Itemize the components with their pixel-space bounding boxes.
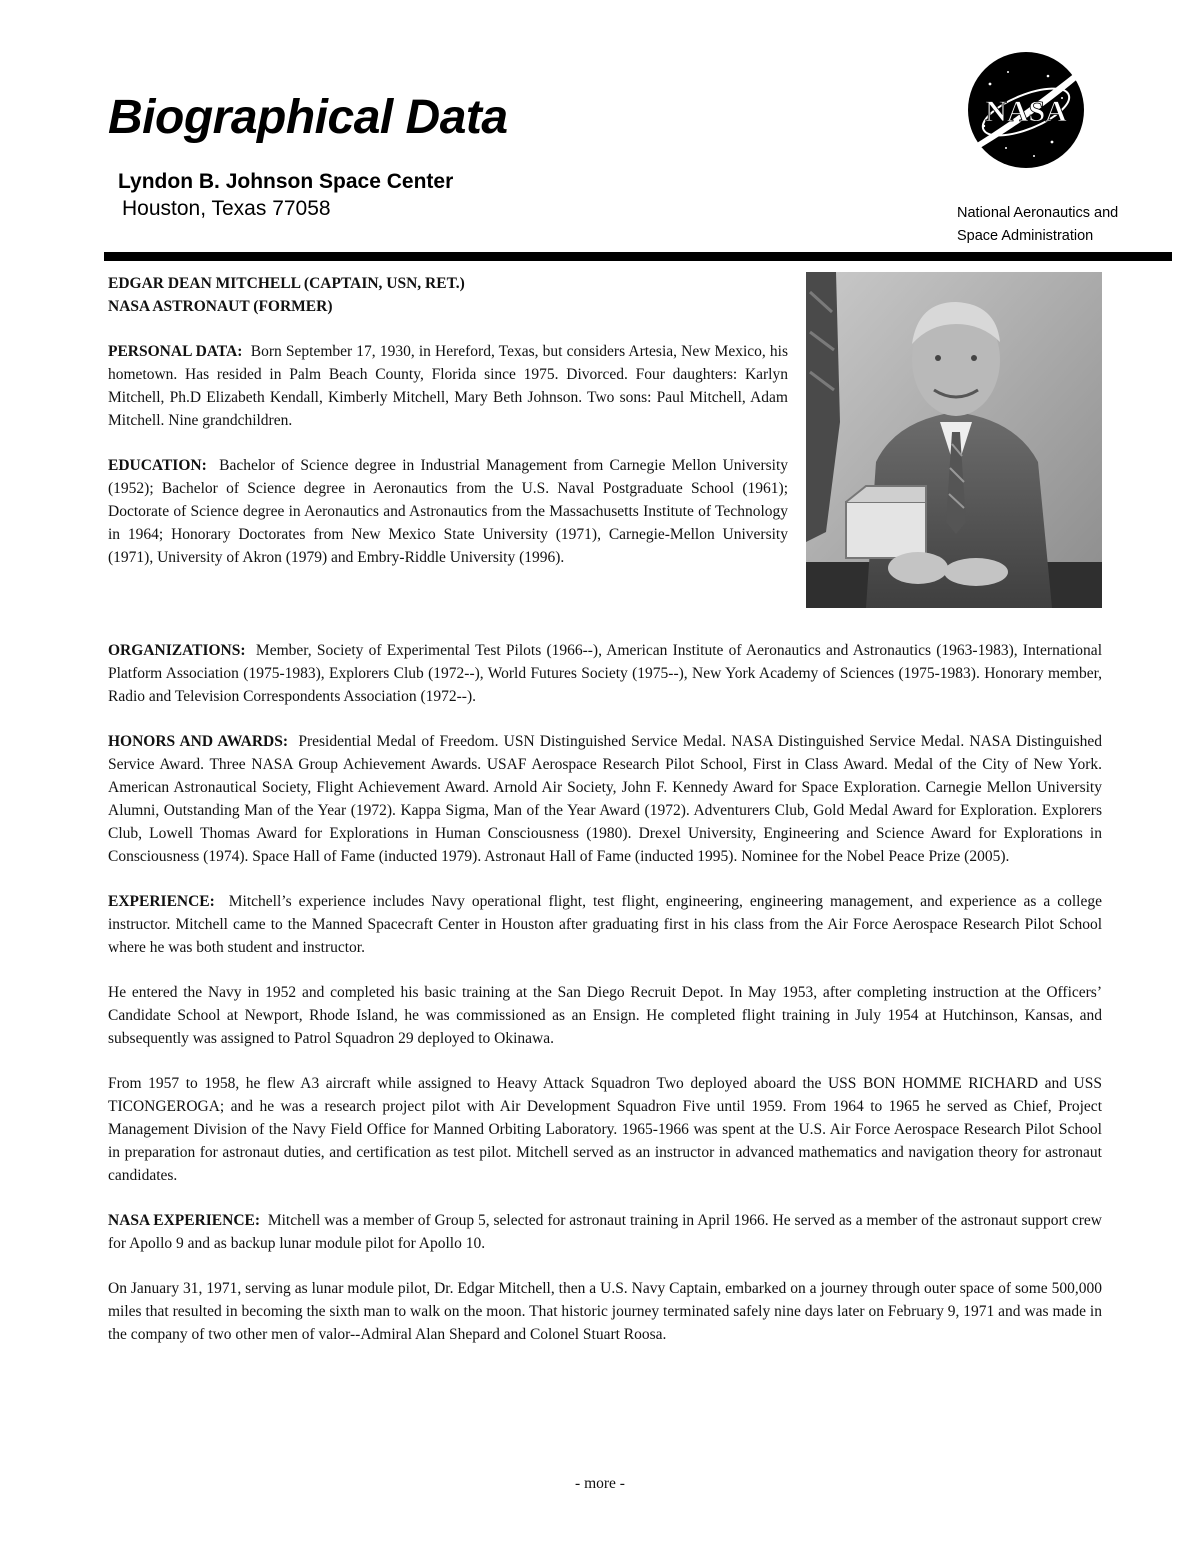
wide-column	[108, 639, 1102, 1346]
personal-data-heading: PERSONAL DATA:	[108, 343, 243, 360]
nasa-logo	[950, 48, 1102, 170]
nasa-logo-text: NASA	[985, 95, 1067, 128]
continuation-marker: - more -	[575, 1475, 625, 1492]
personal-data-text: Born September 17, 1930, in Hereford, Texas, but considers Artesia, New Mexico, his hometown. Has resided in Palm Beach County, Florida since 1975. Divorced. Four daughters: Karlyn Mitchell, Ph.D Elizabeth Kendall, Kimberly Mitchell, Mary Beth Johnson. Two sons: Paul Mitchell, Adam Mitchell. Nine grandchildren.	[108, 343, 789, 429]
subject-title: NASA ASTRONAUT (FORMER)	[108, 298, 333, 315]
agency-name	[957, 202, 1118, 248]
education-section	[108, 454, 788, 569]
experience-section	[108, 890, 1102, 959]
education-text: Bachelor of Science degree in Industrial Management from Carnegie Mellon University (1952); Bachelor of Science degree in Aeronautics from the U.S. Naval Postgraduate School (1961); Doctorate of Science degree in Aeronautics and Astronautics from the Massachusetts Institute of Technology in 1964; Honorary Doctorates from New Mexico State University (1971), Carnegie-Mellon University (1971), University of Akron (1979) and Embry-Riddle University (1996).	[108, 457, 788, 566]
center-name: Lyndon B. Johnson Space Center	[118, 170, 454, 193]
navy-paragraph: He entered the Navy in 1952 and completed his basic training at the San Diego Recruit Depot. In May 1953, after completing instruction at the Officers’ Candidate School at Newport, Rhode Island, he was commissioned as an Ensign. He completed flight training in July 1954 at Hutchinson, Kansas, and subsequently was assigned to Patrol Squadron 29 deployed to Okinawa.	[108, 984, 1102, 1047]
nasa-experience-heading: NASA EXPERIENCE:	[108, 1212, 261, 1229]
organizations-section	[108, 639, 1102, 708]
honors-heading: HONORS AND AWARDS:	[108, 733, 288, 750]
organizations-heading: ORGANIZATIONS:	[108, 642, 246, 659]
narrow-column	[108, 340, 788, 569]
personal-data-section	[108, 340, 788, 432]
center-address: Houston, Texas 77058	[122, 197, 331, 220]
agency-line-1: National Aeronautics and	[957, 205, 1119, 221]
experience-heading: EXPERIENCE:	[108, 893, 215, 910]
apollo14-paragraph: On January 31, 1971, serving as lunar module pilot, Dr. Edgar Mitchell, then a U.S. Navy Captain, embarked on a journey through outer space of some 500,000 miles that resulted in becoming the sixth man to walk on the moon. That historic journey terminated safely nine days later on February 9, 1971 and was made in the company of two other men of valor--Admiral Alan Shepard and Colonel Stuart Roosa.	[108, 1280, 1102, 1343]
subject-block	[108, 272, 465, 318]
agency-line-2: Space Administration	[957, 228, 1094, 244]
nasa-experience-section	[108, 1209, 1102, 1255]
subject-name: EDGAR DEAN MITCHELL (CAPTAIN, USN, RET.)	[108, 275, 465, 292]
astronaut-portrait-photo	[806, 272, 1102, 608]
organizations-text: Member, Society of Experimental Test Pilots (1966--), American Institute of Aeronautics and Astronautics (1963-1983), International Platform Association (1975-1983), Explorers Club (1972--), World Futures Society (1975--), New York Academy of Sciences (1975-1983). Honorary member, Radio and Television Correspondents Association (1972--).	[108, 642, 1102, 705]
header-rule	[104, 252, 1172, 261]
experience-text: Mitchell’s experience includes Navy operational flight, test flight, engineering, engineering management, and experience as a college instructor. Mitchell came to the Manned Spacecraft Center in Houston after graduating first in his class from the Air Force Aerospace Research Pilot School where he was both student and instructor.	[108, 893, 1102, 956]
page-title: Biographical Data	[108, 91, 508, 144]
aircraft-paragraph: From 1957 to 1958, he flew A3 aircraft while assigned to Heavy Attack Squadron Two deployed aboard the USS BON HOMME RICHARD and USS TICONGEROGA; and he was a research project pilot with Air Development Squadron Five until 1959. From 1964 to 1965 he served as Chief, Project Management Division of the Navy Field Office for Manned Orbiting Laboratory. 1965-1966 was spent at the U.S. Air Force Aerospace Research Pilot School in preparation for astronaut duties, and certification as test pilot. Mitchell served as an instructor in advanced mathematics and navigation theory for astronaut candidates.	[108, 1075, 1102, 1184]
nasa-experience-text: Mitchell was a member of Group 5, selected for astronaut training in April 1966. He served as a member of the astronaut support crew for Apollo 9 and as backup lunar module pilot for Apollo 10.	[108, 1212, 1102, 1252]
honors-section	[108, 730, 1102, 868]
education-heading: EDUCATION:	[108, 457, 207, 474]
honors-text: Presidential Medal of Freedom. USN Distinguished Service Medal. NASA Distinguished Service Medal. NASA Distinguished Service Award. Three NASA Group Achievement Awards. USAF Aerospace Research Pilot School, First in Class Award. Medal of the City of New York. American Astronautical Society, Flight Achievement Award. Arnold Air Society, John F. Kennedy Award for Space Exploration. Carnegie Mellon University Alumni, Outstanding Man of the Year (1972). Kappa Sigma, Man of the Year Award (1972). Adventurers Club, Gold Medal Award for Exploration. Explorers Club, Lowell Thomas Award for Explorations in Human Consciousness (1980). Drexel University, Engineering and Science Award for Explorations in Consciousness (1974). Space Hall of Fame (inducted 1979). Astronaut Hall of Fame (inducted 1995). Nominee for the Nobel Peace Prize (2005).	[108, 733, 1103, 865]
